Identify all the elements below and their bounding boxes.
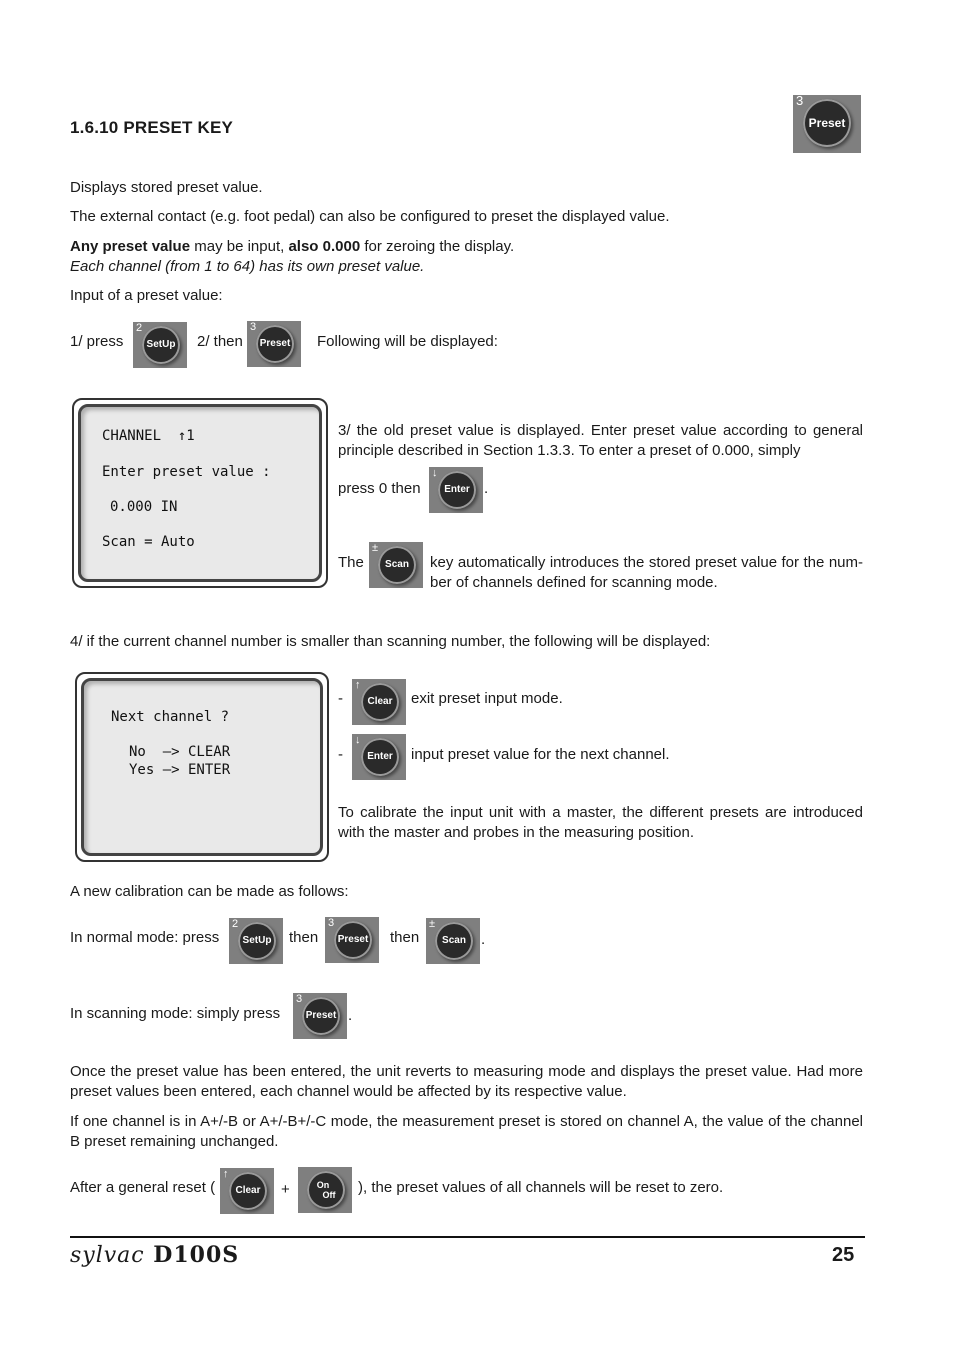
calibration-then2: then [390,929,420,946]
step3-text: 3/ the old preset value is displayed. Enter preset value according to general principle described in Section 1.3.3. To enter a preset of 0.000, simply [338,422,863,459]
paragraph-external-contact: The external contact (e.g. foot pedal) can also be configured to preset the displayed value. [70,208,670,225]
lcd-display-next-channel [75,672,329,862]
calibration-then1: then [289,929,319,946]
step2-then: 2/ then [197,333,243,350]
lcd-display-preset [72,398,328,588]
italic-each-channel: Each channel (from 1 to 64) has its own preset value. [70,258,425,275]
paragraph-each-channel [70,257,424,277]
on-off-key-icon: On Off [298,1167,352,1213]
calibration-dot2: . [348,1007,353,1024]
calibration-intro: A new calibration can be made as follows: [70,883,349,900]
footer-brand [70,1242,239,1268]
calibration-normal: In normal mode: press [70,929,220,946]
scan-description: key automatically introduces the stored preset value for the num-ber of channels defined for scanning mode. [430,554,863,591]
setup-key-icon: 2 SetUp [229,918,283,964]
enter-key-icon: ↓ Enter [429,467,483,513]
bold-any-preset: Any preset value [70,238,191,255]
calibration-scanning: In scanning mode: simply press [70,1005,281,1022]
option-clear-text: exit preset input mode. [411,690,563,707]
text-zeroing: for zeroing the display. [360,238,515,255]
lcd-line-enter: Enter preset value : [102,464,271,480]
option-enter-text: input preset value for the next channel. [411,746,670,763]
step3-press0: press 0 then [338,480,421,497]
brand-model: D100S [153,1242,240,1268]
preset-key-icon: 3 Preset [247,321,301,367]
setup-key-icon: 2 SetUp [133,322,187,368]
calibrate-text: To calibrate the input unit with a master, the different presets are introduced with the master and probes in the measuring position. [338,804,863,841]
scan-key-icon: ± Scan [369,542,423,588]
paragraph-displays: Displays stored preset value. [70,179,263,196]
closing-paragraph-1: Once the preset value has been entered, the unit reverts to measuring mode and displays the preset value. Had more preset values been entered, each channel would be affected by its respective value. [70,1063,863,1100]
paragraph-any-preset [70,237,514,257]
lcd-line-channel: CHANNEL ↑1 [102,428,195,444]
closing-paragraph-2: If one channel is in A+/-B or A+/-B+/-C mode, the measurement preset is stored on channel A, the value of the channel B preset remaining unchanged. [70,1113,863,1150]
reset-plus: + [281,1181,290,1198]
step-following: Following will be displayed: [317,333,498,350]
preset-key-icon: 3 Preset [325,917,379,963]
lcd-line-next: Next channel ? [111,709,230,725]
step3-dot: . [484,480,489,497]
paragraph-input-preset: Input of a preset value: [70,287,223,304]
section-title: 1.6.10 PRESET KEY [70,118,234,137]
option-dash-clear: - [338,690,343,707]
calibration-dot: . [481,931,486,948]
text-may-be-input: may be input, [190,238,289,255]
brand-sylvac: sylvac [70,1243,145,1268]
step4-text: 4/ if the current channel number is smaller than scanning number, the following will be displayed: [70,633,711,650]
scan-the: The [338,554,364,571]
clear-key-icon: ↑ Clear [352,679,406,725]
lcd-line-scan: Scan = Auto [102,534,195,550]
step1-press: 1/ press [70,333,124,350]
option-dash-enter: - [338,746,343,763]
lcd-line-yes: Yes —> ENTER [129,762,231,778]
reset-text-a: After a general reset ( [70,1179,216,1196]
lcd-line-no: No —> CLEAR [129,744,231,760]
preset-key-icon: 3 Preset [793,95,861,153]
preset-key-icon: 3 Preset [293,993,347,1039]
bold-also-zero: also 0.000 [288,238,361,255]
scan-key-icon: ± Scan [426,918,480,964]
reset-text-b: ), the preset values of all channels will be reset to zero. [358,1179,724,1196]
enter-key-icon: ↓ Enter [352,734,406,780]
lcd-line-value: 0.000 IN [110,499,178,515]
footer-rule [70,1236,865,1238]
page-number: 25 [832,1244,855,1266]
clear-key-icon: ↑ Clear [220,1168,274,1214]
